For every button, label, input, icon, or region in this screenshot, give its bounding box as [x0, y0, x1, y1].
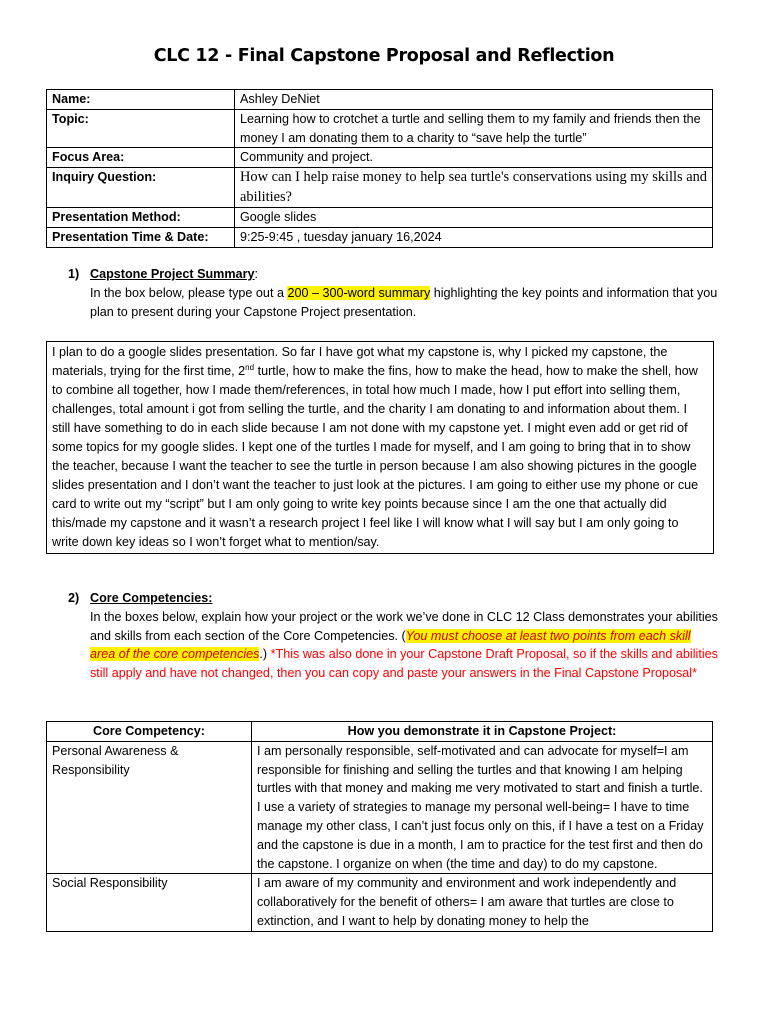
- presentation-method-value: Google slides: [235, 208, 713, 228]
- column-header: Core Competency:: [47, 722, 252, 742]
- section-heading: Capstone Project Summary: [90, 267, 255, 281]
- instruction-text: In the box below, please type out a: [90, 285, 288, 300]
- table-row: [47, 227, 713, 247]
- summary-superscript: nd: [245, 362, 255, 372]
- focus-area-label: Focus Area:: [47, 148, 235, 168]
- column-header: How you demonstrate it in Capstone Project:: [252, 722, 713, 742]
- table-header-row: [47, 722, 713, 742]
- red-note: *This was also done in your Capstone Draft Proposal, so if the skills and abilities still apply and have not changed, then you can copy and paste your answers in the Final Capstone Proposal*: [90, 647, 718, 681]
- section-number: 1): [68, 267, 80, 281]
- presentation-time-label: Presentation Time & Date:: [47, 227, 235, 247]
- inquiry-question-value: How can I help raise money to help sea turtle's conservations using my skills and abilities?: [235, 168, 713, 208]
- table-row: [47, 168, 713, 208]
- competency-table: [46, 721, 713, 932]
- summary-text: I plan to do a google slides presentation. So far I have got what my capstone is, why I picked my capstone, the materials, trying for the first time, 2: [52, 345, 668, 378]
- table-row: [47, 90, 713, 110]
- description-paragraph: I am personally responsible, self-motivated and can advocate for myself=I am responsible for finishing and selling the turtles and that knowing I am helping turtles with that money and making me very motivated to start and finish a turtle.: [257, 743, 703, 796]
- focus-area-value: Community and project.: [235, 148, 713, 168]
- inquiry-question-label: Inquiry Question:: [47, 168, 235, 208]
- section-heading-colon: :: [254, 267, 258, 281]
- instruction-text: highlighting the key points and information that you plan to present during your Capstone Project presentation.: [90, 285, 718, 319]
- instruction-text: In the boxes below, explain how your project or the work we’ve done in CLC 12 Class demonstrates your abilities and skills from each section of the Core Competencies. (: [90, 609, 718, 643]
- table-row: [47, 208, 713, 228]
- competency-name: Social Responsibility: [47, 874, 252, 931]
- page-title: CLC 12 - Final Capstone Proposal and Reflection: [153, 46, 615, 66]
- section-heading: Core Competencies:: [90, 591, 213, 605]
- highlighted-word-count: 200 – 300-word summary: [287, 285, 431, 300]
- section-instructions: [68, 284, 718, 322]
- section-number: 2): [68, 591, 80, 605]
- name-label: Name:: [47, 90, 235, 110]
- section-capstone-summary: [68, 265, 718, 321]
- description-paragraph: I am aware of my community and environment and work independently and collaboratively for the benefit of others= I am aware that turtles are close to extinction, and I want to help by donating money to help the: [257, 876, 677, 928]
- presentation-method-label: Presentation Method:: [47, 208, 235, 228]
- highlighted-requirement: You must choose at least two points from each skill area of the core competencies: [90, 628, 691, 662]
- topic-value: Learning how to crotchet a turtle and selling them to my family and friends then the money I am donating them to a charity to “save help the turtle”: [235, 109, 713, 148]
- table-row: [47, 741, 713, 874]
- topic-label: Topic:: [47, 109, 235, 148]
- competency-description: [252, 741, 713, 874]
- info-table: [46, 89, 713, 248]
- summary-text: turtle, how to make the fins, how to make the head, how to make the shell, how to combine all together, how I made them/references, in total how much I made, how I put effort into selling them, challenges, total amount i got from selling the turtle, and the charity I am donating to and information about them. I still have something to do in each slide because I am not done with my capstone yet. I might even add or get rid of some topics for my google slides. I kept one of the turtles I made for myself, and I am going to bring that in to show the teacher, because I want the teacher to see the turtle in person because I am also showing pictures in the google slides presentation and I don’t want the teacher to just look at the pictures. I am going to either use my phone or cue card to write out my “script” but I am only going to write key points because since I am the one that actually did this/made my capstone and it wasn’t a research project I feel like I will know what I will say but I am only going to write down key ideas so I won’t forget what to mention/say.: [52, 364, 699, 549]
- summary-box: [46, 341, 714, 554]
- table-row: [47, 874, 713, 931]
- name-value: Ashley DeNiet: [235, 90, 713, 110]
- competency-description: [252, 874, 713, 931]
- table-row: [47, 109, 713, 148]
- instruction-text: .): [259, 647, 271, 662]
- presentation-time-value: 9:25-9:45 , tuesday january 16,2024: [235, 227, 713, 247]
- description-paragraph: I use a variety of strategies to manage my personal well-being= I have to time manage my other class, I can’t just focus only on this, if I have a test on a Friday and the capstone is due in a month, I am to practice for the test first and then do the capstone. I organize on when (the time and day) to do my capstone.: [257, 800, 704, 871]
- competency-name: Personal Awareness & Responsibility: [47, 741, 252, 874]
- section-instructions: [68, 608, 718, 683]
- section-core-competencies: [68, 589, 718, 683]
- table-row: [47, 148, 713, 168]
